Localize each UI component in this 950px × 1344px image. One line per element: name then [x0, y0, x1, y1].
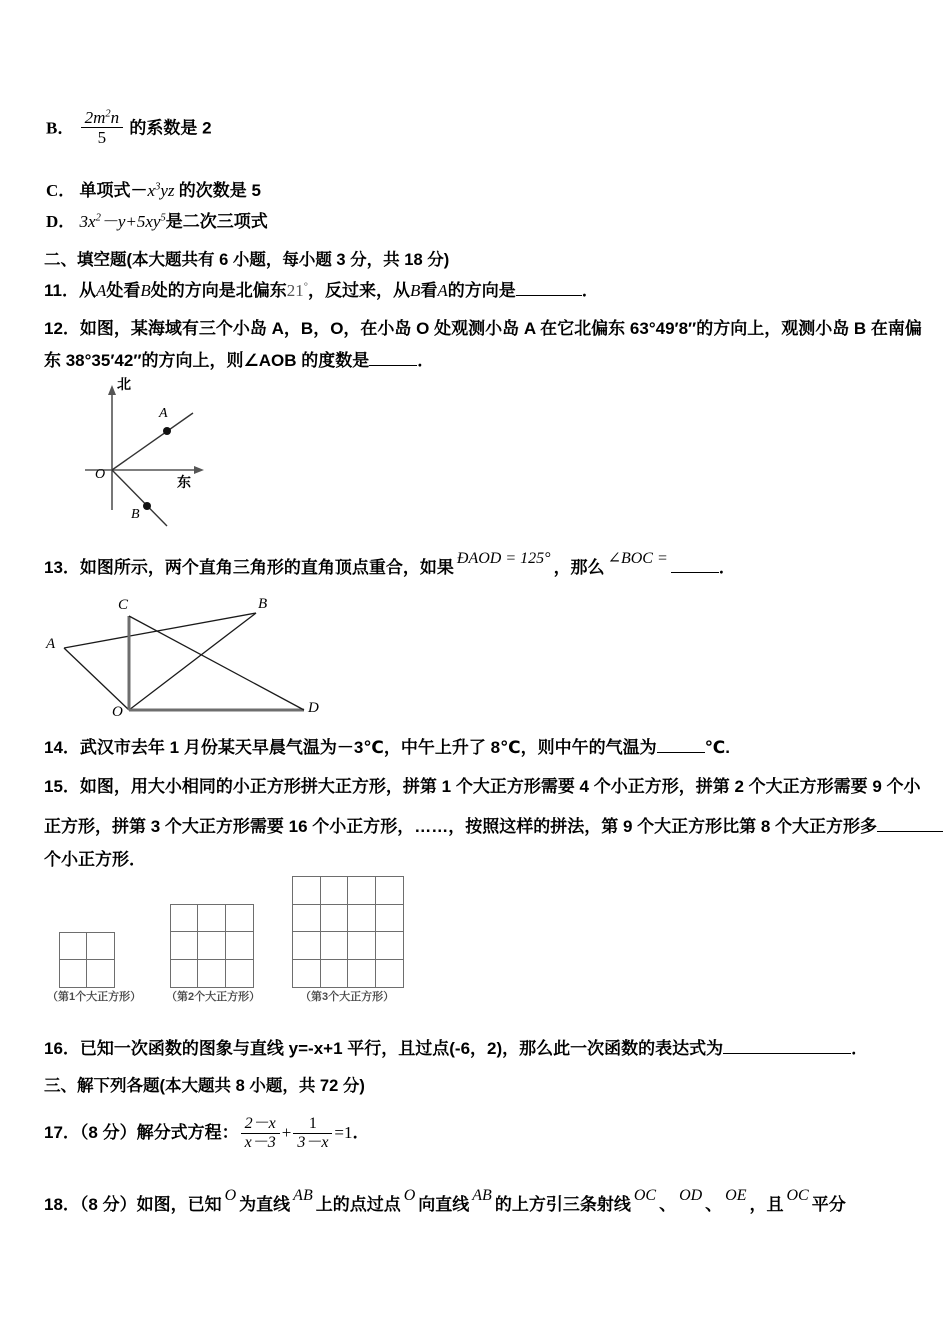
q11-var-a-2: A — [437, 281, 448, 300]
q11-part-4: ，反过来，从 — [307, 281, 410, 300]
q18-math-o-2: O — [403, 1187, 416, 1204]
q11-angle-value: 21 — [286, 281, 304, 300]
q15-number: 15． — [44, 777, 80, 796]
choice-b-label: B． — [46, 118, 75, 138]
choice-b-fraction — [81, 108, 124, 147]
q15-text-line-2: 正方形，拼第 3 个大正方形需要 16 个小正方形，……，按照这样的拼法，第 9 个大正方形比第 8 个大正方形多 — [44, 817, 878, 836]
question-12-line-2 — [44, 352, 434, 371]
choice-c-text-1: 单项式－ — [79, 181, 148, 200]
q11-var-a: A — [95, 281, 107, 300]
q11-part-3: 处的方向是北偏东 — [150, 281, 287, 300]
square-cell — [226, 960, 253, 987]
q11-part-1: 从 — [78, 281, 96, 300]
q15-text-line-3: 个小正方形． — [44, 850, 146, 869]
figure-two-right-triangles — [34, 588, 374, 728]
q18-math-oc-2: OC — [786, 1187, 809, 1204]
q16-number: 16． — [44, 1039, 80, 1058]
square-cell — [198, 905, 225, 932]
choice-c-text-2: 的次数是 5 — [178, 181, 261, 200]
square-cell — [348, 932, 376, 960]
q13-tail: ． — [718, 558, 736, 577]
q18-separator-2: 、 — [705, 1195, 723, 1214]
choice-d-math-2: $-y+5xy^5$ — [100, 212, 166, 231]
q14-unit: ℃. — [704, 738, 730, 757]
q18-separator-1: 、 — [659, 1195, 677, 1214]
question-14 — [44, 739, 730, 758]
q12-text-line-2: 东 38°35′42″的方向上，则∠AOB 的度数是 — [44, 351, 370, 370]
question-15-line-2 — [44, 818, 943, 837]
q18-math-o-1: O — [224, 1187, 237, 1204]
question-17 — [44, 1115, 370, 1152]
q17-plus-operator: + — [281, 1123, 292, 1143]
section-three-heading: 三、解下列各题(本大题共 8 小题，共 72 分) — [44, 1077, 365, 1095]
square-grid-3 — [292, 876, 404, 988]
q17-fraction-1 — [241, 1115, 280, 1152]
compass-label-origin: O — [95, 467, 106, 482]
q16-text: 已知一次函数的图象与直线 y=-x+1 平行，且过点(-6，2)，那么此一次函数的表达式为 — [79, 1039, 724, 1058]
q17-frac1-numerator: 2－x — [241, 1115, 280, 1134]
compass-label-east: 东 — [177, 474, 191, 490]
square-cell — [87, 960, 114, 987]
q12-text-line-1: 如图，某海域有三个小岛 A，B，O，在小岛 O 处观测小岛 A 在它北偏东 63°49′8″的方向上，观测小岛 B 在南偏 — [79, 319, 922, 338]
square-cell — [293, 905, 321, 933]
square-grid-1 — [59, 932, 115, 988]
choice-d-math-1: $3x^2$ — [79, 212, 101, 231]
q18-text-2: 为直线 — [239, 1195, 291, 1214]
square-cell — [376, 877, 404, 905]
q14-number: 14． — [44, 738, 80, 757]
triangle-label-c: C — [118, 597, 129, 613]
square-cell — [60, 933, 87, 960]
q11-number: 11． — [44, 281, 79, 300]
q18-text-1: （8 分）如图，已知 — [79, 1195, 222, 1214]
compass-label-b: B — [131, 507, 140, 522]
square-cell — [376, 905, 404, 933]
q18-math-oe: OE — [725, 1187, 747, 1204]
q18-text-4: 向直线 — [418, 1195, 470, 1214]
triangle-label-o: O — [112, 704, 123, 720]
q15-answer-blank[interactable] — [877, 831, 943, 832]
square-cell — [171, 932, 198, 959]
square-caption-2: （第2个大正方形） — [166, 991, 261, 1003]
q18-text-6: ，且 — [749, 1195, 784, 1214]
choice-b-text: 的系数是 2 — [129, 118, 212, 138]
q11-var-b-2: B — [409, 281, 421, 300]
choice-c-math: $x^3yz$ — [147, 181, 175, 200]
figure-compass-directions — [85, 378, 305, 538]
q17-equals: =1 — [334, 1123, 353, 1143]
q18-math-od: OD — [679, 1187, 703, 1204]
square-cell — [321, 905, 349, 933]
question-16 — [44, 1040, 868, 1059]
triangle-label-a: A — [46, 636, 56, 652]
q16-tail: ． — [851, 1039, 869, 1058]
square-cell — [293, 932, 321, 960]
fraction-numerator: $2m^2n$ — [81, 108, 124, 128]
question-18 — [44, 1187, 846, 1215]
choice-c — [46, 182, 261, 201]
q12-answer-blank[interactable] — [369, 365, 417, 366]
figure-nested-squares — [44, 884, 444, 1004]
q17-frac2-numerator: 1 — [293, 1115, 332, 1134]
q13-text-1: 如图所示，两个直角三角形的直角顶点重合，如果 — [79, 558, 454, 577]
question-13 — [44, 550, 736, 578]
q11-part-6: 的方向是 — [447, 281, 516, 300]
q13-math-2: ∠BOC = — [607, 550, 668, 567]
q18-math-ab-1: AB — [293, 1187, 313, 1204]
square-cell — [321, 932, 349, 960]
choice-d — [46, 213, 268, 232]
triangle-label-d: D — [308, 700, 319, 716]
triangle-label-b: B — [258, 596, 268, 612]
square-cell — [321, 960, 349, 988]
q18-text-7: 平分 — [811, 1195, 846, 1214]
q13-answer-blank[interactable] — [671, 572, 719, 573]
q16-answer-blank[interactable] — [723, 1053, 851, 1054]
q17-frac2-denominator: 3－x — [297, 1133, 329, 1151]
compass-label-north: 北 — [117, 376, 131, 392]
triangles-svg — [34, 588, 374, 728]
square-cell — [198, 960, 225, 987]
q13-number: 13． — [44, 558, 80, 577]
q18-math-oc-1: OC — [633, 1187, 657, 1204]
square-cell — [348, 905, 376, 933]
choice-c-label: C． — [46, 181, 76, 200]
square-cell — [348, 877, 376, 905]
square-cell — [348, 960, 376, 988]
q12-tail: ． — [417, 351, 435, 370]
square-cell — [171, 905, 198, 932]
question-12-line-1 — [44, 320, 922, 339]
compass-svg — [85, 378, 305, 538]
choice-d-text: 是二次三项式 — [165, 212, 268, 231]
q12-number: 12． — [44, 319, 80, 338]
square-cell — [293, 960, 321, 988]
q11-answer-blank[interactable] — [516, 295, 582, 296]
q14-text: 武汉市去年 1 月份某天早晨气温为－3℃，中午上升了 8℃，则中午的气温为 — [79, 738, 657, 757]
square-cell — [87, 933, 114, 960]
q11-var-b: B — [140, 281, 151, 300]
question-15-line-3 — [44, 851, 146, 870]
choice-d-label: D． — [46, 212, 76, 231]
q14-answer-blank[interactable] — [657, 752, 705, 753]
compass-label-a: A — [159, 406, 168, 421]
square-grid-2 — [170, 904, 254, 988]
square-cell — [198, 932, 225, 959]
square-cell — [60, 960, 87, 987]
q17-tail: ． — [352, 1123, 370, 1143]
section-two-heading: 二、填空题(本大题共有 6 小题，每小题 3 分，共 18 分) — [44, 251, 450, 269]
q13-text-2: ，那么 — [553, 558, 605, 577]
square-cell — [321, 877, 349, 905]
square-cell — [376, 960, 404, 988]
square-cell — [226, 905, 253, 932]
q11-part-2: 处看 — [106, 281, 141, 300]
q15-text-line-1: 如图，用大小相同的小正方形拼大正方形，拼第 1 个大正方形需要 4 个小正方形，拼第 2 个大正方形需要 9 个小 — [79, 777, 921, 796]
q17-text: （8 分）解分式方程： — [79, 1123, 239, 1143]
q18-math-ab-2: AB — [472, 1187, 492, 1204]
q13-math-1: ÐAOD = 125° — [456, 550, 551, 567]
q11-part-5: 看 — [420, 281, 438, 300]
square-cell — [376, 932, 404, 960]
square-caption-3: （第3个大正方形） — [300, 991, 395, 1003]
square-cell — [226, 932, 253, 959]
q17-fraction-2 — [293, 1115, 332, 1152]
square-cell — [293, 877, 321, 905]
q18-text-3: 上的点过点 — [315, 1195, 401, 1214]
square-caption-1: （第1个大正方形） — [47, 991, 142, 1003]
q17-frac1-denominator: x－3 — [244, 1133, 276, 1151]
q11-degree-icon: ° — [303, 281, 308, 293]
question-11 — [44, 282, 599, 301]
q18-text-5: 的上方引三条射线 — [494, 1195, 631, 1214]
question-15-line-1 — [44, 778, 921, 797]
q11-tail: ． — [581, 281, 599, 300]
fraction-denominator: 5 — [97, 128, 107, 148]
choice-b — [46, 108, 212, 147]
q17-number: 17． — [44, 1123, 80, 1143]
q18-label: 18． — [44, 1195, 80, 1214]
square-cell — [171, 960, 198, 987]
